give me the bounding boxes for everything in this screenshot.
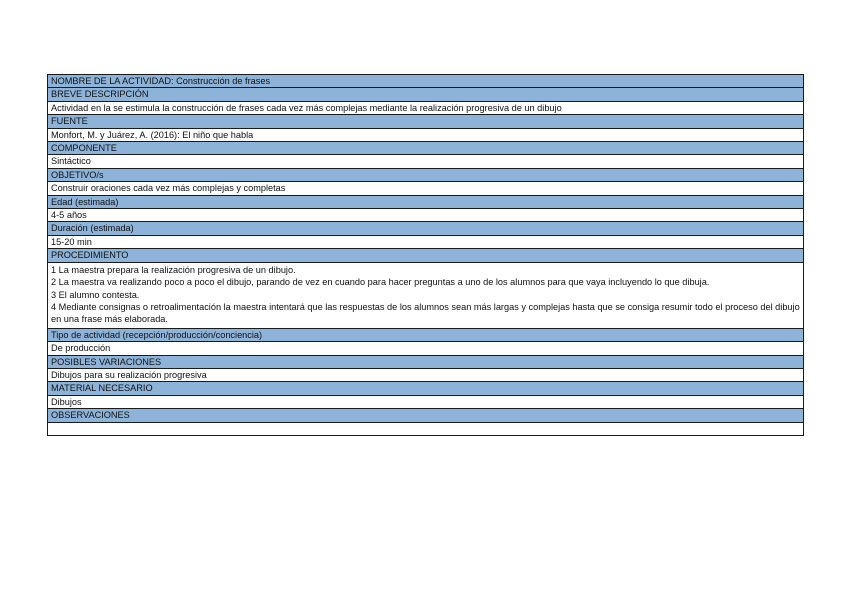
- section-header-row: [48, 222, 804, 235]
- section-value-age: 4-5 años: [48, 209, 804, 222]
- section-value-row: [48, 209, 804, 222]
- section-value-row: [48, 342, 804, 355]
- section-value-component: Sintáctico: [48, 155, 804, 168]
- section-value-row: [48, 235, 804, 248]
- section-header-variations: POSIBLES VARIACIONES: [48, 355, 804, 368]
- procedure-step: 4 Mediante consignas o retroalimentación la maestra intentará que las respuestas de los alumnos sean más largas y complejas hasta que se consiga resumir todo el proceso del dibujo en una frase más elaborada.: [51, 301, 800, 325]
- section-value-variations: Dibujos para su realización progresiva: [48, 368, 804, 381]
- section-header-observations: OBSERVACIONES: [48, 409, 804, 422]
- section-value-row: [48, 128, 804, 141]
- section-header-row: [48, 88, 804, 101]
- section-header-row: [48, 142, 804, 155]
- section-value-row: [48, 395, 804, 408]
- section-header-duration: Duración (estimada): [48, 222, 804, 235]
- section-header-row: [48, 195, 804, 208]
- section-header-row: [48, 382, 804, 395]
- section-header-row: [48, 168, 804, 181]
- activity-sheet-table: [47, 74, 804, 436]
- section-header-description: BREVE DESCRIPCIÓN: [48, 88, 804, 101]
- section-header-source: FUENTE: [48, 115, 804, 128]
- section-header-row: [48, 355, 804, 368]
- section-header-age: Edad (estimada): [48, 195, 804, 208]
- section-header-objective: OBJETIVO/s: [48, 168, 804, 181]
- section-value-row: [48, 155, 804, 168]
- activity-title-value: Construcción de frases: [176, 76, 271, 86]
- section-header-materials: MATERIAL NECESARIO: [48, 382, 804, 395]
- section-value-observations: [48, 422, 804, 436]
- title-row: [48, 75, 804, 88]
- title-cell: [48, 75, 804, 88]
- section-value-activity-type: De producción: [48, 342, 804, 355]
- section-value-row: [48, 182, 804, 195]
- section-header-row: [48, 409, 804, 422]
- procedure-step: 1 La maestra prepara la realización progresiva de un dibujo.: [51, 264, 296, 275]
- section-header-activity-type: Tipo de actividad (recepción/producción/conciencia): [48, 328, 804, 341]
- section-value-materials: Dibujos: [48, 395, 804, 408]
- procedure-step: 3 El alumno contesta.: [51, 289, 140, 300]
- section-value-row: [48, 422, 804, 436]
- section-value-row: [48, 368, 804, 381]
- section-header-row: [48, 249, 804, 262]
- section-value-description: Actividad en la se estimula la construcción de frases cada vez más complejas mediante la realización progresiva de un dibujo: [48, 101, 804, 114]
- section-value-duration: 15-20 min: [48, 235, 804, 248]
- procedure-value-row: [48, 262, 804, 328]
- procedure-step: 2 La maestra va realizando poco a poco el dibujo, parando de vez en cuando para hacer preguntas a uno de los alumnos para que vaya incluyendo lo que dibuja.: [51, 277, 710, 288]
- section-value-objective: Construir oraciones cada vez más complejas y completas: [48, 182, 804, 195]
- activity-title-label: NOMBRE DE LA ACTIVIDAD:: [51, 76, 174, 86]
- section-header-component: COMPONENTE: [48, 142, 804, 155]
- section-header-procedure: PROCEDIMIENTO: [48, 249, 804, 262]
- procedure-steps: [48, 262, 804, 328]
- section-header-row: [48, 328, 804, 341]
- section-header-row: [48, 115, 804, 128]
- section-value-source: Monfort, M. y Juárez, A. (2016): El niño que habla: [48, 128, 804, 141]
- section-value-row: [48, 101, 804, 114]
